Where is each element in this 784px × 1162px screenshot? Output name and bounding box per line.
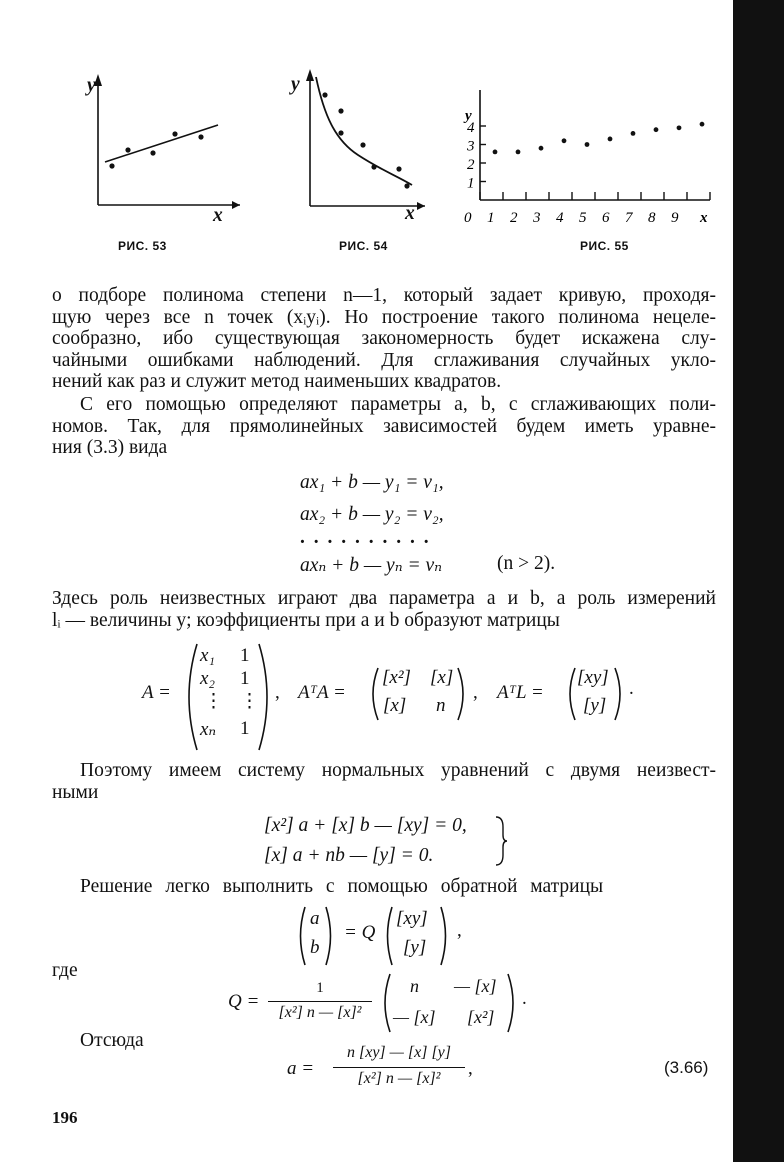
paragraph-line: сообразно, ибо существующая закономерность будет искажена слу- [52, 328, 716, 349]
equals-Q: = Q [344, 922, 376, 943]
paragraph-line: С его помощью определяют параметры a, b, c сглаживающих поли- [80, 394, 716, 415]
figure-54 [290, 65, 430, 225]
fig55-point [700, 122, 705, 127]
fig55-point [654, 127, 659, 132]
rhs-y: [y] [403, 937, 427, 958]
equation-n: axₙ + b — yₙ = vₙ [300, 555, 443, 576]
matrix-A-cell: ⋮ [240, 691, 259, 712]
paragraph-line: lᵢ — величины y; коэффициенты при a и b образуют матрицы [52, 609, 560, 631]
matrix-A-brackets [183, 641, 273, 753]
final-numerator: n [xy] — [x] [y] [347, 1044, 451, 1061]
fig55-x-tick-label: 0 [464, 210, 472, 226]
fig55-x-tick-label: 5 [579, 210, 587, 226]
Q-label: Q = [228, 991, 260, 1012]
vector-b: b [310, 937, 320, 958]
figure-55 [448, 80, 718, 230]
paragraph-line: нений как раз и служит метод наименьших квадратов. [52, 371, 502, 392]
paragraph-5 [52, 876, 716, 898]
fig55-x-tick-label: 6 [602, 210, 610, 226]
paragraph-3 [52, 588, 716, 631]
matrix-A-cell: x₂ [200, 668, 216, 689]
matrix-ATL-label: AᵀL = [497, 682, 544, 703]
fig55-x-tick-label: 2 [510, 210, 518, 226]
fig55-ylabel: y [465, 108, 472, 124]
paragraph-line: чайными ошибками наблюдений. Для сглаживания случайных укло- [52, 349, 716, 371]
fig55-y-tick-label: 3 [467, 138, 475, 155]
fig55-x-tick-label: 3 [533, 210, 541, 226]
Q-cell: n [410, 976, 419, 996]
paragraph-line: о подборе полинома степени n—1, который задает кривую, проходя- [52, 285, 716, 306]
fig53-xlabel: x [213, 205, 223, 226]
fig55-point [608, 137, 613, 142]
matrix-ATL-cell: [xy] [577, 667, 609, 688]
matrix-ATL-cell: [y] [583, 695, 607, 716]
paragraph-1 [52, 285, 716, 393]
equation-number: (3.66) [664, 1058, 709, 1077]
fig55-point [493, 150, 498, 155]
fig55-caption: РИС. 55 [580, 239, 629, 253]
fig55-xlabel: x [700, 210, 708, 226]
fig55-point [562, 138, 567, 143]
equation-condition: (n > 2). [497, 553, 556, 574]
Q-cell: — [x] [393, 1007, 436, 1027]
period: . [522, 988, 527, 1009]
matrix-A-cell: 1 [240, 718, 250, 739]
matrix-ATA-cell: [x²] [382, 667, 411, 688]
comma: , [457, 920, 462, 941]
paragraph-line: Здесь роль неизвестных играют два параметра a и b, а роль измерений [52, 588, 716, 609]
Q-denominator: [x²] n — [x]² [278, 1004, 362, 1021]
fig54-caption: РИС. 54 [339, 239, 388, 253]
fig55-x-tick-label: 9 [671, 210, 679, 226]
fig55-y-tick-label: 4 [467, 120, 475, 136]
matrix-A-cell: xₙ [200, 719, 217, 740]
paragraph-line: Поэтому имеем систему нормальных уравнений с двумя неизвест- [80, 760, 716, 781]
paragraph-line: номов. Так, для прямолинейных зависимостей будем иметь уравне- [52, 415, 716, 437]
system-brace [493, 815, 509, 867]
paragraph-line: щую через все n точек (xᵢyᵢ). Но построение такого полинома нецеле- [52, 306, 716, 328]
matrix-ATA-cell: n [436, 695, 446, 716]
fig55-point [539, 146, 544, 151]
paragraph-2 [52, 394, 716, 459]
matrix-ATA-label: AᵀA = [298, 682, 346, 703]
final-denominator: [x²] n — [x]² [357, 1070, 441, 1087]
comma: , [275, 682, 280, 703]
paragraph-line: Отсюда [80, 1030, 144, 1051]
fig54-xlabel: x [405, 203, 415, 224]
Q-numerator: 1 [316, 980, 324, 996]
paragraph-line: ния (3.3) вида [52, 437, 168, 458]
Q-cell: — [x] [454, 976, 497, 996]
equation-dots: . . . . . . . . . . [300, 527, 431, 548]
matrix-ATA-cell: [x] [383, 695, 407, 716]
fig53-caption: РИС. 53 [118, 239, 167, 253]
final-fraction-bar [333, 1067, 465, 1068]
vector-a: a [310, 908, 320, 929]
fig53-ylabel: y [87, 75, 96, 96]
normal-equation-1: [x²] a + [x] b — [xy] = 0, [264, 815, 467, 836]
figure-53 [80, 70, 240, 225]
paragraph-line: ными [52, 781, 99, 803]
Q-fraction-bar [268, 1001, 372, 1002]
fig54-ylabel: y [291, 74, 300, 95]
fig55-x-tick-label: 8 [648, 210, 656, 226]
fig55-x-tick-label: 1 [487, 210, 495, 226]
matrix-ATA-cell: [x] [430, 667, 454, 688]
fig55-y-tick-label: 2 [467, 157, 475, 173]
fig55-point [516, 150, 521, 155]
fig55-x-tick-label: 7 [625, 210, 633, 226]
matrix-A-label: A = [142, 682, 171, 703]
fig55-point [585, 142, 590, 147]
rhs-xy: [xy] [396, 908, 428, 929]
matrix-A-cell: x₁ [200, 645, 216, 666]
fig55-point [631, 131, 636, 136]
paragraph-line: Решение легко выполнить с помощью обратной матрицы [80, 876, 604, 897]
fig55-point [677, 125, 682, 130]
Q-cell: [x²] [467, 1007, 495, 1027]
page-edge-shadow [733, 0, 784, 1162]
comma: , [468, 1058, 473, 1079]
final-label: a = [287, 1058, 315, 1079]
fig55-y-tick-label: 1 [467, 175, 475, 192]
fig55-x-tick-label: 4 [556, 210, 564, 226]
page-number: 196 [52, 1108, 78, 1127]
equation-1: ax₁ + b — y₁ = v₁, [300, 472, 444, 493]
normal-equation-2: [x] a + nb — [y] = 0. [264, 845, 434, 866]
matrix-A-cell: 1 [240, 645, 250, 666]
matrix-A-cell: 1 [240, 668, 250, 689]
matrix-A-cell: ⋮ [204, 691, 223, 712]
period: . [629, 678, 634, 699]
equation-2: ax₂ + b — y₂ = v₂, [300, 504, 444, 525]
paragraph-line: где [52, 960, 78, 981]
comma: , [473, 682, 478, 703]
paragraph-4 [52, 760, 716, 803]
